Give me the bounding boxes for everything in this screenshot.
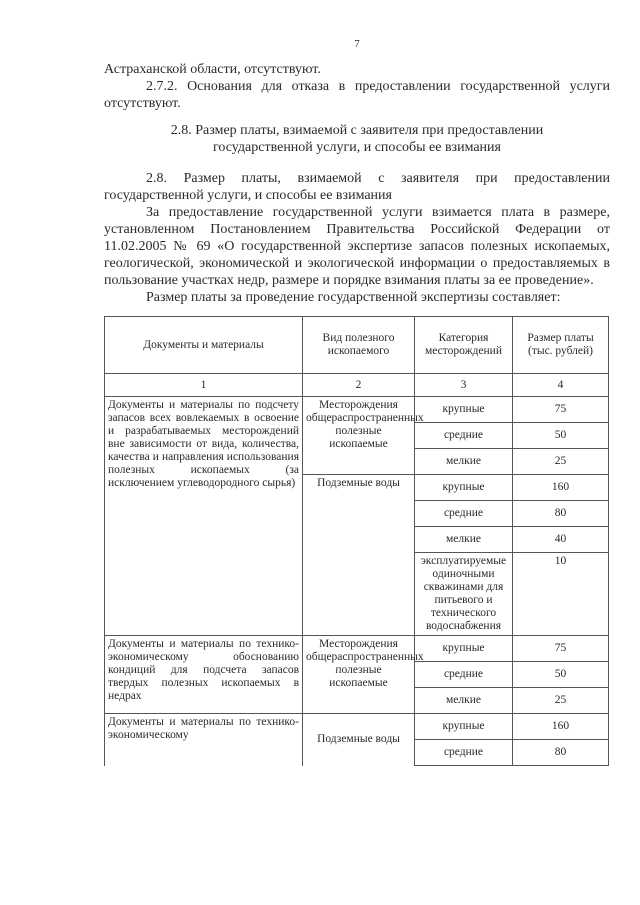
section-heading-2-8 xyxy=(104,122,610,156)
category-cell: крупные xyxy=(415,397,513,423)
category-cell: средние xyxy=(415,501,513,527)
column-number: 4 xyxy=(513,374,609,397)
category-cell: средние xyxy=(415,662,513,688)
category-cell: мелкие xyxy=(415,449,513,475)
category-cell: крупные xyxy=(415,475,513,501)
documents-cell: Документы и материалы по подсчету запасов всех вовлекаемых в освоение и разрабатываемых месторождений вне зависимости от вида, количества, качества и направления использования полезных ископаемых (за исключением углеводородного сырья) xyxy=(105,397,303,636)
category-cell: мелкие xyxy=(415,527,513,553)
section-heading-line2: государственной услуги, и способы ее взимания xyxy=(213,140,501,155)
paragraph-2-8: 2.8. Размер платы, взимаемой с заявителя при предоставлении государственной услуги, и способы ее взимания xyxy=(104,171,610,203)
fee-cell: 40 xyxy=(513,527,609,553)
mineral-type-cell: Месторождения общераспространенных полезные ископаемые xyxy=(303,397,415,475)
table-column-numbers-row xyxy=(105,374,609,397)
header-mineral-type: Вид полезного ископаемого xyxy=(303,317,415,374)
fee-cell: 80 xyxy=(513,740,609,766)
table-row xyxy=(105,636,609,662)
paragraph-prev: Астраханской области, отсутствуют. xyxy=(104,62,321,77)
table-row xyxy=(105,714,609,740)
category-cell: средние xyxy=(415,423,513,449)
mineral-type-cell: Подземные воды xyxy=(303,714,415,766)
category-cell: мелкие xyxy=(415,688,513,714)
fee-cell: 80 xyxy=(513,501,609,527)
documents-cell: Документы и материалы по технико-экономическому xyxy=(105,714,303,766)
fee-cell: 75 xyxy=(513,397,609,423)
page-number: 7 xyxy=(354,38,360,50)
mineral-type-cell: Подземные воды xyxy=(303,475,415,636)
fee-cell: 25 xyxy=(513,688,609,714)
header-fee: Размер платы (тыс. рублей) xyxy=(513,317,609,374)
fee-cell: 50 xyxy=(513,662,609,688)
fee-cell: 25 xyxy=(513,449,609,475)
header-deposit-category: Категория месторождений xyxy=(415,317,513,374)
category-cell: эксплуатируемые одиночными скважинами для питьевого и технического водоснабжения xyxy=(415,553,513,636)
category-cell: средние xyxy=(415,740,513,766)
paragraph-2-7-2: 2.7.2. Основания для отказа в предоставлении государственной услуги отсутствуют. xyxy=(104,79,610,111)
table-row xyxy=(105,397,609,423)
paragraph-table-intro: Размер платы за проведение государственной экспертизы составляет: xyxy=(146,290,561,305)
fee-cell: 50 xyxy=(513,423,609,449)
fee-cell: 75 xyxy=(513,636,609,662)
paragraph-fee: За предоставление государственной услуги взимается плата в размере, установленном Постановлением Правительства Российской Федерации от 11.02.2005 № 69 «О государственной экспертизе запасов полезных ископаемых, геологической, экономической и экологической информации о предоставляемых в пользование участках недр, размере и порядке взимания платы за ее проведение». xyxy=(104,205,610,288)
fee-cell: 160 xyxy=(513,714,609,740)
fee-cell: 10 xyxy=(513,553,609,636)
category-cell: крупные xyxy=(415,636,513,662)
column-number: 2 xyxy=(303,374,415,397)
section-heading-line1: 2.8. Размер платы, взимаемой с заявителя при предоставлении xyxy=(170,123,544,138)
table-header-row xyxy=(105,317,609,374)
column-number: 3 xyxy=(415,374,513,397)
header-documents: Документы и материалы xyxy=(105,317,303,374)
documents-cell: Документы и материалы по технико-экономическому обоснованию кондиций для подсчета запасов твердых полезных ископаемых в недрах xyxy=(105,636,303,714)
fee-table xyxy=(104,316,609,766)
fee-cell: 160 xyxy=(513,475,609,501)
column-number: 1 xyxy=(105,374,303,397)
category-cell: крупные xyxy=(415,714,513,740)
mineral-type-cell: Месторождения общераспространенных полезные ископаемые xyxy=(303,636,415,714)
